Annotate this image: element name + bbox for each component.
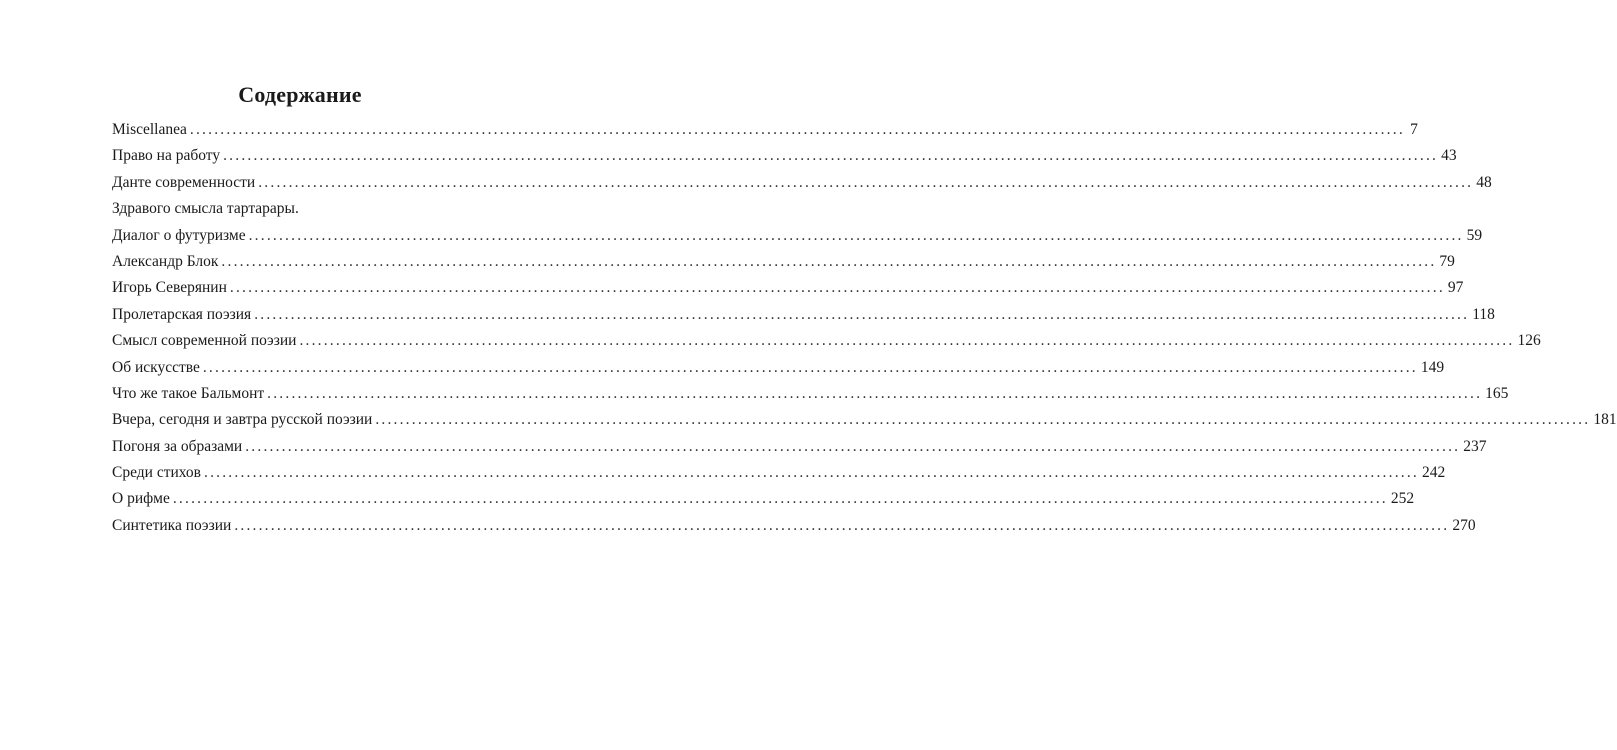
toc-entry[interactable] [112,249,1455,275]
toc-entry-label: Miscellanea [112,121,187,138]
dot-leader: ........................................................................................................................................................................................................ [229,279,1445,297]
toc-entry[interactable] [112,434,1487,460]
toc-entry-page: 97 [1447,279,1464,297]
toc-entry-page: 149 [1420,358,1445,376]
toc-entry-page: 118 [1472,305,1495,323]
dot-leader: ........................................................................................................................................................................................................ [254,305,1470,323]
dot-leader: ........................................................................................................................................................................................................ [299,332,1515,350]
toc-entry-label: Диалог о футуризме [112,226,246,244]
dot-leader: ........................................................................................................................................................................................................ [375,411,1591,429]
toc-entry-label: Погоня за образами [112,437,243,455]
toc-entry-label: Что же такое Бальмонт [112,384,265,402]
toc-entry[interactable] [112,143,1457,169]
toc-entry[interactable] [112,381,1509,407]
toc-entry-page: 270 [1452,516,1476,534]
toc-entry-label: Смысл современной поэзии [112,332,297,350]
toc-entry[interactable] [112,223,1483,249]
table-of-contents [112,117,1617,539]
dot-leader: ........................................................................................................................................................................................................ [202,358,1418,376]
toc-entry-page: 252 [1390,490,1415,508]
toc-entry-page: 237 [1463,437,1487,455]
toc-entry-label: Среди стихов [112,464,201,482]
page-title: Содержание [238,82,362,107]
toc-entry[interactable] [112,170,1492,196]
dot-leader: ........................................................................................................................................................................................................ [204,464,1419,482]
dot-leader: ........................................................................................................................................................................................................ [245,437,1461,455]
toc-entry-label: Игорь Северянин [112,279,227,297]
toc-entry-page: 7 [1410,121,1418,138]
dot-leader: ........................................................................................................................................................................................................ [267,384,1483,402]
toc-entry-page: 181 [1593,411,1617,429]
toc-entry[interactable] [112,407,1617,433]
toc-entry-page: 165 [1485,384,1509,402]
dot-leader: ........................................................................................................................................................................................................ [234,516,1450,534]
toc-entry-page: 48 [1476,173,1492,191]
toc-entry-label: О рифме [112,490,170,508]
dot-leader: ........................................................................................................................................................................................................ [221,252,1437,270]
toc-entry[interactable] [112,117,1418,143]
toc-entry[interactable] [112,486,1415,512]
toc-entry-page: 79 [1439,252,1455,270]
toc-entry-label: Александр Блок [112,252,219,270]
toc-entry-label: Об искусстве [112,358,200,376]
toc-entry[interactable] [112,460,1446,486]
toc-entry-label: Здравого смысла тартарары. [112,200,299,218]
toc-entry[interactable] [112,302,1495,328]
toc-entry[interactable] [112,196,510,222]
toc-entry-page: 59 [1466,226,1483,244]
toc-entry[interactable] [112,328,1541,354]
toc-entry-page: 242 [1422,464,1446,482]
toc-entry-label: Вчера, сегодня и завтра русской поэзии [112,411,373,429]
toc-entry-label: Право на работу [112,147,221,165]
dot-leader: ........................................................................................................................................................................................................ [172,490,1388,508]
dot-leader: ........................................................................................................................................................................................................ [223,147,1439,165]
toc-entry-label: Пролетарская поэзия [112,305,252,323]
dot-leader: ........................................................................................................................................................................................................ [189,121,1405,138]
toc-entry-label: Данте современности [112,173,256,191]
toc-entry-label: Синтетика поэзии [112,516,232,534]
dot-leader: ........................................................................................................................................................................................................ [248,226,1464,244]
toc-entry[interactable] [112,513,1476,539]
toc-entry[interactable] [112,275,1464,301]
toc-entry[interactable] [112,355,1445,381]
toc-entry-page: 43 [1441,147,1457,165]
dot-leader: ........................................................................................................................................................................................................ [258,173,1474,191]
toc-entry-page: 126 [1517,332,1541,350]
